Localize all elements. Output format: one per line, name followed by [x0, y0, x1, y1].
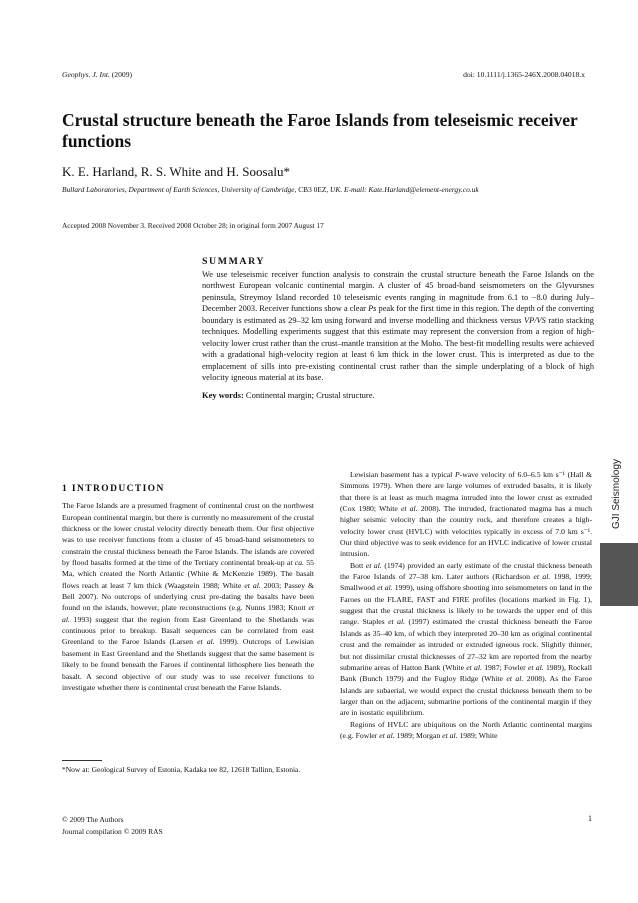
header-year: (2009) — [111, 70, 133, 79]
body-paragraph: Bott et al. (1974) provided an early estimate of the crustal thickness beneath the Faroe Islands of 27–38 km. Later authors (Richardson et al. 1998, 1999; Smallwood et al. 1999), using offshore shooting into seismometers on land in the Faroes on the FLARE, FAST and FIRE profiles (locations marked in Fig. 1), suggest that the crustal thickness is likely to be towards the upper end of this range. Staples et al. (1997) estimated the crustal thickness beneath the Faroe Islands as 35–40 km, of which they interpreted 20–30 km as original continental crust and the remainder as intruded or extruded igneous rock. Slightly thinner, but not dissimilar crustal thicknesses of 27–32 km are reported from the nearby submarine areas of Hatton Bank (White et al. 1987; Fowler et al. 1989), Rockall Bank (Bunch 1979) and the Fugloy Ridge (White et al. 2008). As the Faroe Islands are subaerial, we would expect the crustal thickness beneath them to be larger than on the adjacent, submarine portions of the continental margin if they are in isostatic equilibrium. — [340, 560, 593, 718]
summary-section — [202, 256, 594, 400]
body-paragraph: Regions of HVLC are ubiquitous on the North Atlantic continental margins (e.g. Fowler et al. 1989; Morgan et al. 1989; White — [340, 719, 592, 740]
side-section-label: GJI Seismology — [611, 458, 622, 530]
affiliation-postcode: CB3 0EZ — [298, 185, 327, 194]
authors: K. E. Harland, R. S. White and H. Soosalu* — [62, 164, 290, 179]
introduction-paragraph: The Faroe Islands are a presumed fragment of continental crust on the northwest European continental margin, but there is currently no measurement of the crustal thickness or the lower crustal velocity directly beneath them. Our first objective was to use receiver functions from a cluster of 45 broad-band seismometers to constrain the crustal thickness beneath the Faroe Islands. The islands are covered by flood basalts formed at the time of the Tertiary continental break-up at ca. 55 Ma, which created the North Atlantic (White & McKenzie 1989). The basalt flows reach at least 7 km thick (Waagstein 1988; White et al. 2003; Passey & Bell 2007). No outcrops of underlying crust pre-dating the basalts have been found on the islands, however, plate reconstructions (e.g. Nunns 1983; Knott et al. 1993) suggest that the region from East Greenland to the Shetlands was continuous prior to breakup. Basalt sequences can be correlated from east Greenland to the Faroe Islands (Larsen et al. 1999). Outcrops of Lewisian basement in East Greenland and the Shetlands suggest that the same basement is likely to be found beneath the Faroes if continental lithosphere lies beneath the basalt. A second objective of our study was to use receiver functions to investigate whether there is continental crust beneath the Faroe Islands. — [62, 501, 314, 692]
copyright — [62, 814, 163, 838]
footnote-text: *Now at: Geological Survey of Estonia, Kadaka tee 82, 12618 Tallinn, Estonia. — [62, 765, 301, 774]
side-section-marker — [600, 543, 638, 606]
affiliation: Bullard Laboratories, Department of Earth Sciences, University of Cambridge, CB3 0EZ, UK. E-mail: Kate.Harland@element-energy.co.uk — [62, 185, 479, 194]
body-paragraph: Lewisian basement has a typical P-wave velocity of 6.0–6.5 km s⁻¹ (Hall & Simmons 1979). When there are large volumes of extruded basalts, it is likely that there is at least as much magma intruded into the lower crust as extruded (Cox 1980; White et al. 2008). The intruded, fractionated magma has a much higher seismic velocity than the country rock, and therefore creates a high-velocity lower crust (HVLC) with velocities typically in excess of 7.0 km s⁻¹. Our third objective was to seek evidence for an HVLC indicative of lower crustal intrusion. — [340, 470, 592, 559]
side-section-tab — [608, 450, 626, 538]
running-header-journal: Geophys. J. Int. (2009) — [62, 70, 133, 79]
footnote — [62, 760, 314, 775]
copyright-line: Journal compilation © 2009 RAS — [62, 827, 163, 836]
keywords: Key words: Continental margin; Crustal structure. — [202, 389, 375, 400]
introduction-heading: 1 INTRODUCTION — [62, 484, 165, 494]
vp-vs-ratio: VP/VS — [524, 315, 546, 325]
copyright-line: © 2009 The Authors — [62, 815, 124, 824]
paper-title: Crustal structure beneath the Faroe Islands from teleseismic receiver functions — [62, 110, 578, 151]
summary-text: We use teleseismic receiver function analysis to constrain the crustal structure beneath the Faroe Islands on the northwest European volcanic continental margin. A cluster of 45 broad-band seismometers on the Glyvursnes peninsula, Streymoy Island recorded 10 teleseismic events ranging in magnitude from 6.1 to −8.0 during July–December 2003. Receiver functions show a clear Ps peak for the first time in this region. The depth of the converting boundary is estimated as 29–32 km using forward and inverse modelling and thickness versus VP/VS ratio stacking techniques. Modelling experiments suggest that this estimate may represent the conversion from a region of high-velocity lower crust rather than the crust–mantle transition at the Moho. The best-fit modelling results were achieved with a gradational high-velocity region at least 6 km thick in the lower crust. This is interpreted as due to the emplacement of sills into pre-existing continental crust rather than the simple underplating of a block of high velocity igneous material at its base. — [202, 270, 594, 383]
summary-heading: SUMMARY — [202, 256, 266, 267]
footnote-rule — [62, 760, 102, 761]
page-number: 1 — [588, 814, 592, 823]
right-column — [340, 469, 592, 741]
accepted-dates: Accepted 2008 November 3. Received 2008 October 28; in original form 2007 August 17 — [62, 221, 324, 230]
running-header-doi: doi: 10.1111/j.1365-246X.2008.04018.x — [463, 70, 585, 79]
introduction-column — [62, 484, 314, 693]
